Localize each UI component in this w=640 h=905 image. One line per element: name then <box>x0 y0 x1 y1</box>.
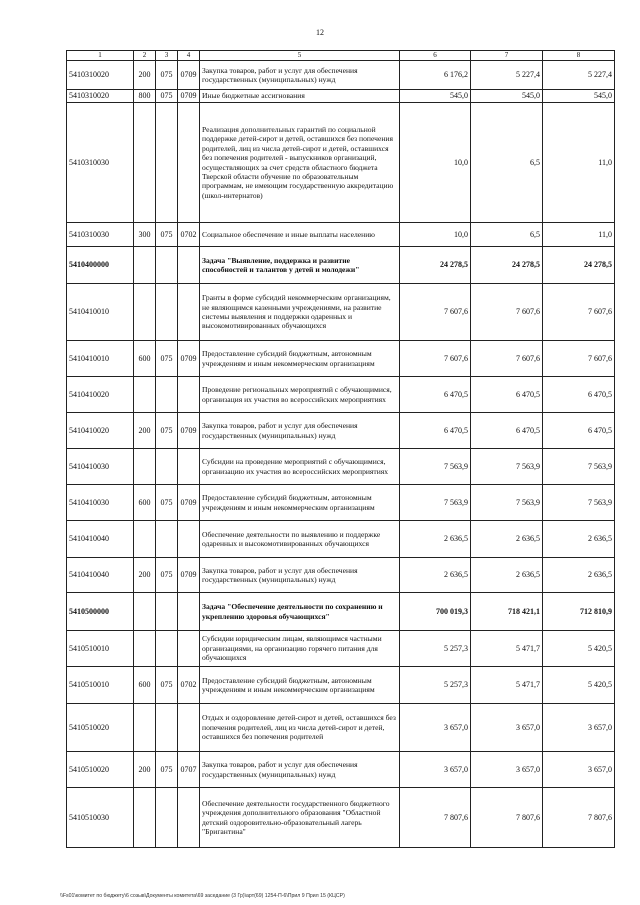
description-cell: Социальное обеспечение и иные выплаты населению <box>200 223 400 247</box>
amount-year3-cell: 5 420,5 <box>543 631 615 667</box>
table-row <box>67 631 615 667</box>
amount-year2-cell: 5 471,7 <box>471 667 543 704</box>
ministry-code-cell: 075 <box>156 413 178 449</box>
amount-year3-cell: 7 563,9 <box>543 485 615 521</box>
description-cell: Обеспечение деятельности государственного бюджетного учреждения дополнительного образования "Областной детский оздоровительно-образовательный лагерь "Бригантина" <box>200 788 400 848</box>
section-code-cell: 0702 <box>178 667 200 704</box>
amount-year2-cell: 5 471,7 <box>471 631 543 667</box>
classification-code-cell: 5410310020 <box>67 90 134 103</box>
ministry-code-cell <box>156 449 178 485</box>
classification-code-cell: 5410410040 <box>67 521 134 558</box>
amount-year2-cell: 3 657,0 <box>471 752 543 788</box>
expense-type-cell: 200 <box>134 413 156 449</box>
amount-year3-cell: 2 636,5 <box>543 521 615 558</box>
table-row <box>67 667 615 704</box>
amount-year2-cell: 7 807,6 <box>471 788 543 848</box>
section-code-cell <box>178 449 200 485</box>
table-row <box>67 788 615 848</box>
table-row <box>67 223 615 247</box>
ministry-code-cell: 075 <box>156 558 178 593</box>
expense-type-cell <box>134 704 156 752</box>
description-cell: Отдых и оздоровление детей-сирот и детей, оставшихся без попечения родителей, лиц из числа детей-сирот и детей, оставшихся без попечения родителей <box>200 704 400 752</box>
table-row <box>67 521 615 558</box>
table-row <box>67 341 615 377</box>
column-number-row <box>67 51 615 61</box>
expense-type-cell: 200 <box>134 558 156 593</box>
classification-code-cell: 5410510020 <box>67 752 134 788</box>
amount-year2-cell: 7 563,9 <box>471 485 543 521</box>
table-row <box>67 377 615 413</box>
ministry-code-cell: 075 <box>156 90 178 103</box>
footer-file-path: \\Fs01\комитет по бюджету\6 созыв\Документы комитета\69 заседание (3 Гр)\арт(69) 1254-П-6\Прил 9 Прил 15 (КЦСР) <box>60 893 345 899</box>
expense-type-cell <box>134 521 156 558</box>
amount-year3-cell: 11,0 <box>543 223 615 247</box>
ministry-code-cell: 075 <box>156 752 178 788</box>
section-code-cell <box>178 377 200 413</box>
amount-year1-cell: 24 278,5 <box>400 247 471 284</box>
amount-year3-cell: 24 278,5 <box>543 247 615 284</box>
expense-type-cell: 200 <box>134 61 156 90</box>
amount-year2-cell: 7 607,6 <box>471 341 543 377</box>
expense-type-cell <box>134 247 156 284</box>
description-cell: Проведение региональных мероприятий с обучающимися, организация их участия во всероссийских мероприятиях <box>200 377 400 413</box>
expense-type-cell <box>134 593 156 631</box>
amount-year2-cell: 2 636,5 <box>471 521 543 558</box>
table-row <box>67 103 615 223</box>
section-code-cell <box>178 788 200 848</box>
amount-year1-cell: 7 607,6 <box>400 284 471 341</box>
description-cell: Закупка товаров, работ и услуг для обеспечения государственных (муниципальных) нужд <box>200 413 400 449</box>
section-code-cell <box>178 521 200 558</box>
ministry-code-cell <box>156 103 178 223</box>
ministry-code-cell <box>156 284 178 341</box>
amount-year1-cell: 7 563,9 <box>400 449 471 485</box>
expense-type-cell <box>134 284 156 341</box>
description-cell: Закупка товаров, работ и услуг для обеспечения государственных (муниципальных) нужд <box>200 752 400 788</box>
description-cell: Предоставление субсидий бюджетным, автономным учреждениям и иным некоммерческим организациям <box>200 667 400 704</box>
column-header: 8 <box>543 51 615 61</box>
amount-year3-cell: 7 607,6 <box>543 341 615 377</box>
section-code-cell <box>178 284 200 341</box>
ministry-code-cell <box>156 593 178 631</box>
amount-year1-cell: 6 470,5 <box>400 413 471 449</box>
classification-code-cell: 5410510010 <box>67 631 134 667</box>
table-row <box>67 284 615 341</box>
description-cell: Субсидии на проведение мероприятий с обучающимися, организацию их участия во всероссийских мероприятиях <box>200 449 400 485</box>
section-code-cell: 0709 <box>178 558 200 593</box>
table-body <box>67 61 615 848</box>
amount-year3-cell: 6 470,5 <box>543 377 615 413</box>
amount-year2-cell: 545,0 <box>471 90 543 103</box>
section-code-cell: 0707 <box>178 752 200 788</box>
ministry-code-cell <box>156 247 178 284</box>
column-header: 7 <box>471 51 543 61</box>
classification-code-cell: 5410310020 <box>67 61 134 90</box>
amount-year1-cell: 10,0 <box>400 223 471 247</box>
description-cell: Закупка товаров, работ и услуг для обеспечения государственных (муниципальных) нужд <box>200 558 400 593</box>
ministry-code-cell <box>156 631 178 667</box>
ministry-code-cell: 075 <box>156 341 178 377</box>
amount-year1-cell: 7 807,6 <box>400 788 471 848</box>
amount-year2-cell: 718 421,1 <box>471 593 543 631</box>
amount-year3-cell: 7 607,6 <box>543 284 615 341</box>
column-header: 2 <box>134 51 156 61</box>
amount-year3-cell: 7 563,9 <box>543 449 615 485</box>
column-header: 5 <box>200 51 400 61</box>
expense-type-cell: 300 <box>134 223 156 247</box>
section-code-cell <box>178 704 200 752</box>
amount-year3-cell: 3 657,0 <box>543 704 615 752</box>
amount-year3-cell: 5 227,4 <box>543 61 615 90</box>
table-row <box>67 413 615 449</box>
section-code-cell <box>178 103 200 223</box>
table-row <box>67 752 615 788</box>
expense-type-cell <box>134 103 156 223</box>
expense-type-cell: 600 <box>134 341 156 377</box>
expense-type-cell: 800 <box>134 90 156 103</box>
amount-year3-cell: 6 470,5 <box>543 413 615 449</box>
section-code-cell: 0709 <box>178 90 200 103</box>
expense-type-cell <box>134 788 156 848</box>
table-row <box>67 90 615 103</box>
expense-type-cell <box>134 449 156 485</box>
page-number: 12 <box>316 28 324 37</box>
amount-year3-cell: 712 810,9 <box>543 593 615 631</box>
amount-year1-cell: 7 607,6 <box>400 341 471 377</box>
description-cell: Задача "Обеспечение деятельности по сохранению и укреплению здоровья обучающихся" <box>200 593 400 631</box>
table-row <box>67 485 615 521</box>
classification-code-cell: 5410510030 <box>67 788 134 848</box>
expense-type-cell: 200 <box>134 752 156 788</box>
classification-code-cell: 5410410010 <box>67 341 134 377</box>
classification-code-cell: 5410310030 <box>67 103 134 223</box>
amount-year3-cell: 545,0 <box>543 90 615 103</box>
amount-year3-cell: 7 807,6 <box>543 788 615 848</box>
description-cell: Закупка товаров, работ и услуг для обеспечения государственных (муниципальных) нужд <box>200 61 400 90</box>
table-row <box>67 61 615 90</box>
description-cell: Иные бюджетные ассигнования <box>200 90 400 103</box>
amount-year2-cell: 2 636,5 <box>471 558 543 593</box>
ministry-code-cell: 075 <box>156 485 178 521</box>
amount-year1-cell: 3 657,0 <box>400 752 471 788</box>
description-cell: Обеспечение деятельности по выявлению и поддержке одаренных и высокомотивированных обучающихся <box>200 521 400 558</box>
amount-year2-cell: 7 607,6 <box>471 284 543 341</box>
amount-year2-cell: 5 227,4 <box>471 61 543 90</box>
classification-code-cell: 5410310030 <box>67 223 134 247</box>
expense-type-cell <box>134 377 156 413</box>
section-code-cell: 0702 <box>178 223 200 247</box>
table-row <box>67 704 615 752</box>
classification-code-cell: 5410510020 <box>67 704 134 752</box>
description-cell: Задача "Выявление, поддержка и развитие способностей и талантов у детей и молодежи" <box>200 247 400 284</box>
description-cell: Реализация дополнительных гарантий по социальной поддержке детей-сирот и детей, оставшихся без попечения родителей, лиц из числа детей-сирот и детей, оставшихся без попечения родителей - выпускников организаций, осуществляющих за счет средств областного бюджета Тверской области обучение по образовательным программам, не имеющим государственную аккредитацию (школ-интернатов) <box>200 103 400 223</box>
section-code-cell: 0709 <box>178 485 200 521</box>
classification-code-cell: 5410400000 <box>67 247 134 284</box>
section-code-cell <box>178 631 200 667</box>
classification-code-cell: 5410410030 <box>67 485 134 521</box>
amount-year1-cell: 7 563,9 <box>400 485 471 521</box>
ministry-code-cell <box>156 704 178 752</box>
ministry-code-cell: 075 <box>156 223 178 247</box>
amount-year1-cell: 700 019,3 <box>400 593 471 631</box>
amount-year1-cell: 10,0 <box>400 103 471 223</box>
amount-year1-cell: 6 176,2 <box>400 61 471 90</box>
amount-year2-cell: 3 657,0 <box>471 704 543 752</box>
column-header: 6 <box>400 51 471 61</box>
classification-code-cell: 5410410030 <box>67 449 134 485</box>
amount-year1-cell: 3 657,0 <box>400 704 471 752</box>
amount-year3-cell: 2 636,5 <box>543 558 615 593</box>
amount-year2-cell: 6 470,5 <box>471 377 543 413</box>
amount-year2-cell: 24 278,5 <box>471 247 543 284</box>
amount-year1-cell: 5 257,3 <box>400 631 471 667</box>
amount-year3-cell: 5 420,5 <box>543 667 615 704</box>
classification-code-cell: 5410510010 <box>67 667 134 704</box>
classification-code-cell: 5410500000 <box>67 593 134 631</box>
column-header: 3 <box>156 51 178 61</box>
table-row <box>67 449 615 485</box>
ministry-code-cell: 075 <box>156 667 178 704</box>
table-row <box>67 558 615 593</box>
description-cell: Гранты в форме субсидий некоммерческим организациям, не являющимся казенными учреждениями, на развитие системы выявления и поддержки одаренных и высокомотивированных обучающихся <box>200 284 400 341</box>
amount-year3-cell: 3 657,0 <box>543 752 615 788</box>
section-code-cell <box>178 593 200 631</box>
expense-type-cell: 600 <box>134 667 156 704</box>
column-header: 1 <box>67 51 134 61</box>
ministry-code-cell <box>156 788 178 848</box>
classification-code-cell: 5410410010 <box>67 284 134 341</box>
amount-year1-cell: 6 470,5 <box>400 377 471 413</box>
amount-year2-cell: 6,5 <box>471 103 543 223</box>
amount-year1-cell: 2 636,5 <box>400 558 471 593</box>
ministry-code-cell <box>156 521 178 558</box>
budget-table <box>66 50 615 848</box>
section-code-cell: 0709 <box>178 61 200 90</box>
section-code-cell <box>178 247 200 284</box>
section-code-cell: 0709 <box>178 413 200 449</box>
expense-type-cell: 600 <box>134 485 156 521</box>
description-cell: Предоставление субсидий бюджетным, автономным учреждениям и иным некоммерческим организациям <box>200 341 400 377</box>
description-cell: Субсидии юридическим лицам, являющимся частными организациями, на организацию горячего питания для обучающихся <box>200 631 400 667</box>
ministry-code-cell: 075 <box>156 61 178 90</box>
description-cell: Предоставление субсидий бюджетным, автономным учреждениям и иным некоммерческим организациям <box>200 485 400 521</box>
ministry-code-cell <box>156 377 178 413</box>
classification-code-cell: 5410410040 <box>67 558 134 593</box>
section-code-cell: 0709 <box>178 341 200 377</box>
amount-year2-cell: 6,5 <box>471 223 543 247</box>
expense-type-cell <box>134 631 156 667</box>
classification-code-cell: 5410410020 <box>67 413 134 449</box>
amount-year2-cell: 7 563,9 <box>471 449 543 485</box>
amount-year1-cell: 545,0 <box>400 90 471 103</box>
amount-year1-cell: 5 257,3 <box>400 667 471 704</box>
table-row <box>67 247 615 284</box>
amount-year3-cell: 11,0 <box>543 103 615 223</box>
amount-year2-cell: 6 470,5 <box>471 413 543 449</box>
amount-year1-cell: 2 636,5 <box>400 521 471 558</box>
classification-code-cell: 5410410020 <box>67 377 134 413</box>
table-row <box>67 593 615 631</box>
column-header: 4 <box>178 51 200 61</box>
